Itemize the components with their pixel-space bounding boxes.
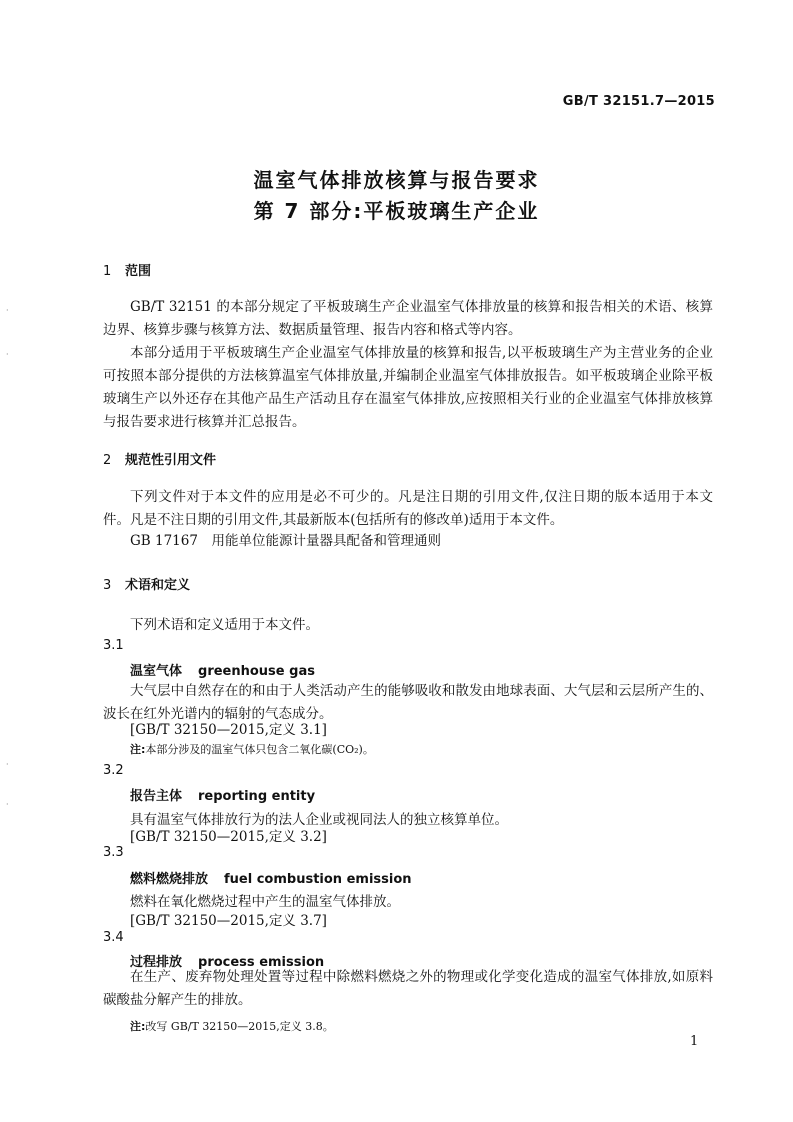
scan-mark: · [6, 350, 9, 359]
section-2-title: 规范性引用文件 [125, 453, 217, 468]
document-title: 温室气体排放核算与报告要求 [253, 168, 540, 192]
note-text: 本部分涉及的温室气体只包含二氧化碳(CO₂)。 [145, 743, 374, 756]
term-note [130, 741, 374, 757]
term-number: 3.4 [103, 930, 124, 945]
term-heading [130, 785, 315, 804]
standard-code: GB/T 32151.7—2015 [562, 94, 715, 109]
section-3-number: 3 [103, 578, 112, 593]
note-text: 改写 GB/T 32150—2015,定义 3.8。 [145, 1020, 334, 1033]
term-number: 3.2 [103, 763, 124, 778]
section-1-title: 范围 [125, 264, 152, 279]
term-en: process emission [198, 955, 325, 970]
section-1-heading [103, 260, 151, 279]
section-1-paragraph-2: 本部分适用于平板玻璃生产企业温室气体排放量的核算和报告,以平板玻璃生产为主营业务的企业可按照本部分提供的方法核算温室气体排放量,并编制企业温室气体排放报告。如平板玻璃企业除平板玻璃生产以外还存在其他产品生产活动且存在温室气体排放,应按照相关行业的企业温室气体排放核算与报告要求进行核算并汇总报告。 [103, 345, 713, 430]
section-1-paragraph-1: GB/T 32151 的本部分规定了平板玻璃生产企业温室气体排放量的核算和报告相关的术语、核算边界、核算步骤与核算方法、数据质量管理、报告内容和格式等内容。 [103, 299, 713, 338]
term-heading [130, 660, 315, 679]
term-definition: 具有温室气体排放行为的法人企业或视同法人的独立核算单位。 [130, 812, 508, 828]
term-zh: 过程排放 [130, 955, 183, 970]
note-label: 注: [130, 1020, 146, 1033]
scan-mark: · [6, 800, 9, 809]
term-source: [GB/T 32150—2015,定义 3.2] [130, 829, 327, 845]
term-note [130, 1018, 334, 1034]
section-1-number: 1 [103, 264, 112, 279]
scan-mark: · [6, 760, 9, 769]
term-definition: 在生产、废弃物处理处置等过程中除燃料燃烧之外的物理或化学变化造成的温室气体排放,如原料碳酸盐分解产生的排放。 [103, 969, 713, 1008]
document-subtitle: 第 7 部分:平板玻璃生产企业 [253, 199, 540, 223]
term-definition: 大气层中自然存在的和由于人类活动产生的能够吸收和散发由地球表面、大气层和云层所产生的、波长在红外光谱内的辐射的气态成分。 [103, 683, 713, 722]
term-zh: 燃料燃烧排放 [130, 872, 209, 887]
section-3-intro: 下列术语和定义适用于本文件。 [130, 617, 319, 633]
section-3-title: 术语和定义 [125, 578, 191, 593]
term-source: [GB/T 32150—2015,定义 3.7] [130, 913, 327, 929]
section-2-paragraph: 下列文件对于本文件的应用是必不可少的。凡是注日期的引用文件,仅注日期的版本适用于本文件。凡是不注日期的引用文件,其最新版本(包括所有的修改单)适用于本文件。 [103, 489, 713, 528]
term-source: [GB/T 32150—2015,定义 3.1] [130, 722, 327, 738]
term-zh: 温室气体 [130, 664, 183, 679]
term-en: reporting entity [198, 789, 316, 804]
section-2-heading [103, 449, 216, 468]
term-heading [130, 868, 412, 887]
term-en: greenhouse gas [198, 664, 315, 679]
page-number: 1 [690, 1034, 699, 1049]
section-2-number: 2 [103, 453, 112, 468]
term-zh: 报告主体 [130, 789, 183, 804]
scan-mark: · [6, 306, 9, 315]
term-definition: 燃料在氧化燃烧过程中产生的温室气体排放。 [130, 894, 400, 910]
note-label: 注: [130, 743, 146, 756]
term-number: 3.3 [103, 845, 124, 860]
term-en: fuel combustion emission [224, 872, 412, 887]
normative-reference: GB 17167 用能单位能源计量器具配备和管理通则 [130, 533, 441, 549]
term-number: 3.1 [103, 638, 124, 653]
section-3-heading [103, 574, 190, 593]
